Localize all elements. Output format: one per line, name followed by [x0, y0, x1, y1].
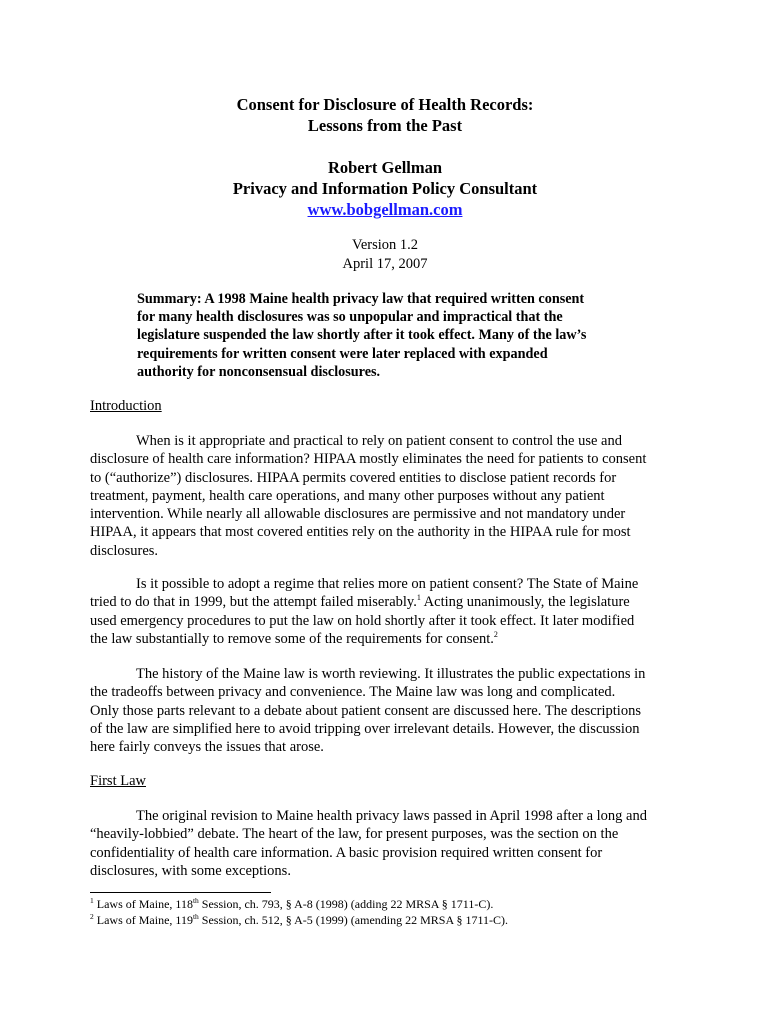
footnote-1	[90, 897, 508, 913]
paragraph-line: used emergency procedures to put the law on hold shortly after it took effect. It later modified	[90, 612, 635, 629]
footnote-ref-1[interactable]: 1	[416, 593, 421, 603]
footnote-number: 2	[90, 911, 94, 921]
paragraph-line: “heavily-lobbied” debate. The heart of the law, for present purposes, was the section on the	[90, 826, 619, 843]
paragraph-line	[90, 593, 690, 611]
footnote-divider	[90, 892, 271, 893]
summary-line: Summary: A 1998 Maine health privacy law that required written consent	[137, 291, 585, 307]
paragraph-text: Acting unanimously, the legislature	[420, 594, 630, 611]
paragraph-line: here fairly conveys the issues that arose.	[90, 739, 324, 756]
footnote-ordinal: th	[192, 911, 199, 921]
document-date: April 17, 2007	[342, 256, 428, 272]
paragraph-line: intervention. While nearly all allowable disclosures are permissive and not mandatory under	[90, 506, 626, 523]
author-role: Privacy and Information Policy Consultant	[232, 179, 538, 198]
section-heading-introduction: Introduction	[90, 398, 162, 414]
title-line-2: Lessons from the Past	[307, 116, 463, 135]
paragraph-line: disclosures, with some exceptions.	[90, 862, 291, 879]
paragraph-line: disclosure of health care information? HIPAA mostly eliminates the need for patients to consent	[90, 451, 647, 468]
document-title	[0, 94, 770, 136]
paragraph-line: When is it appropriate and practical to rely on patient consent to control the use and	[136, 433, 622, 449]
paragraph-line: confidentiality of health care information. A basic provision required written consent for	[90, 844, 603, 861]
author-block	[0, 157, 770, 220]
footnote-text: Session, ch. 512, § A-5 (1999) (amending 22 MRSA § 1711-C).	[198, 912, 509, 927]
paragraph-line: the tradeoffs between privacy and convenience. The Maine law was long and complicated.	[90, 684, 616, 701]
footnote-ref-2[interactable]: 2	[493, 629, 498, 639]
footnote-number: 1	[90, 896, 94, 905]
footnote-ordinal: th	[192, 896, 199, 905]
paragraph-line: Is it possible to adopt a regime that relies more on patient consent? The State of Maine	[136, 576, 639, 592]
paragraph-line: The original revision to Maine health privacy laws passed in April 1998 after a long and	[136, 808, 647, 824]
paragraph-line: HIPAA, it appears that most covered entities rely on the authority in the HIPAA rule for most	[90, 524, 631, 541]
intro-paragraph-2	[90, 575, 690, 648]
paragraph-text: tried to do that in 1999, but the attempt failed miserably.	[90, 594, 417, 611]
website-link[interactable]: www.bobgellman.com	[307, 200, 463, 219]
author-name: Robert Gellman	[327, 158, 443, 177]
paragraph-line: to (“authorize”) disclosures. HIPAA permits covered entities to disclose patient records for	[90, 469, 617, 486]
first-law-paragraph-1	[90, 807, 690, 880]
summary-line: authority for nonconsensual disclosures.	[137, 363, 381, 380]
paragraph-line: The history of the Maine law is worth reviewing. It illustrates the public expectations in	[136, 666, 646, 682]
paragraph-text: the law substantially to remove some of the requirements for consent.	[90, 630, 494, 647]
summary-line: requirements for written consent were later replaced with expanded	[137, 345, 548, 362]
summary-line: legislature suspended the law shortly after it took effect. Many of the law’s	[137, 327, 587, 344]
intro-paragraph-1	[90, 432, 690, 560]
paragraph-line: of the law are simplified here to avoid tripping over irrelevant details. However, the discussion	[90, 720, 640, 737]
section-heading-first-law: First Law	[90, 773, 146, 789]
summary	[137, 290, 647, 381]
summary-line: for many health disclosures was so unpopular and impractical that the	[137, 309, 563, 326]
version-block	[0, 236, 770, 274]
title-line-1: Consent for Disclosure of Health Records:	[236, 95, 534, 114]
paragraph-line: disclosures.	[90, 542, 159, 559]
paragraph-line	[90, 630, 690, 648]
paragraph-line: treatment, payment, health care operations, and many other purposes without any patient	[90, 487, 605, 504]
footnote-2	[90, 913, 508, 929]
footnotes	[90, 897, 508, 928]
footnote-text: Laws of Maine, 118	[93, 897, 193, 911]
footnote-text: Session, ch. 793, § A-8 (1998) (adding 22 MRSA § 1711-C).	[198, 897, 494, 911]
paragraph-line: Only those parts relevant to a debate about patient consent are discussed here. The descriptions	[90, 702, 641, 719]
intro-paragraph-3	[90, 665, 690, 756]
version-number: Version 1.2	[351, 237, 419, 253]
footnote-text: Laws of Maine, 119	[93, 912, 193, 927]
